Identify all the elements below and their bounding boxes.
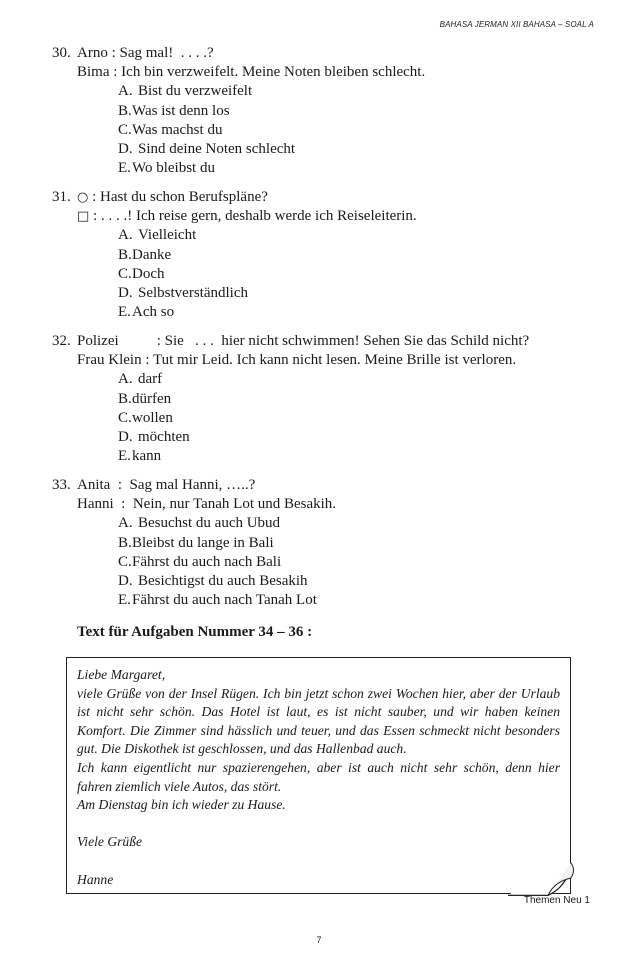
option-letter: D. <box>118 285 133 302</box>
option-text: Was machst du <box>132 121 223 138</box>
option-a[interactable] <box>118 82 597 101</box>
option-letter: D. <box>118 573 133 590</box>
dialogue-line <box>52 495 597 514</box>
option-d[interactable] <box>118 284 597 303</box>
option-text: Fährst du auch nach Tanah Lot <box>132 592 317 609</box>
letter-closing: Viele Grüße <box>77 834 143 850</box>
option-text: Was ist denn los <box>132 102 230 119</box>
option-letter: C. <box>118 409 132 426</box>
option-text: darf <box>138 371 163 388</box>
option-letter: C. <box>118 553 132 570</box>
option-letter: B. <box>118 390 132 407</box>
option-letter: E. <box>118 448 131 465</box>
option-d[interactable] <box>118 428 597 447</box>
option-e[interactable] <box>118 303 597 322</box>
option-e[interactable] <box>118 591 597 610</box>
option-letter: D. <box>118 141 133 158</box>
section-title: Text für Aufgaben Nummer 34 – 36 : <box>77 624 313 640</box>
option-c[interactable] <box>118 409 597 428</box>
line-text: Nein, nur Tanah Lot und Besakih. <box>132 496 337 513</box>
option-letter: E. <box>118 304 131 321</box>
line-text: Sag mal! . . . .? <box>119 45 214 61</box>
option-text: Doch <box>132 265 165 282</box>
speaker: Anita <box>77 477 111 493</box>
option-letter: A. <box>118 371 133 388</box>
dialogue-line <box>52 188 597 207</box>
option-e[interactable] <box>118 447 597 466</box>
option-letter: B. <box>118 102 132 119</box>
option-text: dürfen <box>132 390 172 407</box>
option-text: Bleibst du lange in Bali <box>132 534 274 551</box>
option-text: Fährst du auch nach Bali <box>132 553 282 570</box>
letter-greeting: Liebe Margaret, <box>77 667 166 682</box>
option-letter: A. <box>118 83 133 100</box>
question-number: 32. <box>52 333 71 349</box>
dialogue-line <box>52 44 597 63</box>
question-number: 33. <box>52 477 71 493</box>
line-text: Sag mal Hanni, …..? <box>129 477 256 493</box>
option-c[interactable] <box>118 553 597 572</box>
speaker: Frau Klein <box>77 352 142 369</box>
option-b[interactable] <box>118 390 597 409</box>
speaker: Polizei <box>77 333 119 349</box>
option-text: Danke <box>132 246 172 263</box>
question-number: 31. <box>52 189 71 205</box>
separator: : <box>89 208 101 225</box>
question-33 <box>52 476 597 610</box>
question-32 <box>52 332 597 466</box>
page-curl-icon <box>508 862 580 896</box>
separator: : <box>113 496 133 513</box>
option-c[interactable] <box>118 265 597 284</box>
option-letter: B. <box>118 534 132 551</box>
speaker: Arno <box>77 45 108 61</box>
letter-box <box>66 657 571 894</box>
option-text: Wo bleibst du <box>132 160 215 177</box>
option-a[interactable] <box>118 514 597 533</box>
option-e[interactable] <box>118 159 597 178</box>
option-c[interactable] <box>118 121 597 140</box>
option-letter: A. <box>118 227 133 244</box>
option-text: Sind deine Noten schlecht <box>138 141 296 158</box>
option-text: Besuchst du auch Ubud <box>138 515 281 532</box>
option-letter: A. <box>118 515 133 532</box>
option-text: Besichtigst du auch Besakih <box>138 573 308 590</box>
line-text: Hast du schon Berufspläne? <box>100 189 268 205</box>
separator: : <box>107 45 120 61</box>
letter-paragraph: Ich kann eigentlicht nur spazierengehen, aber ist auch nicht sehr schön, denn hier fahren ziemlich viele Autos, das stört. <box>77 759 560 794</box>
option-d[interactable] <box>118 140 597 159</box>
letter-signature: Hanne <box>77 871 114 887</box>
page-number: 7 <box>316 935 322 945</box>
option-a[interactable] <box>118 226 597 245</box>
question-30 <box>52 44 597 178</box>
option-text: Selbstverständlich <box>138 285 248 302</box>
options-list <box>52 514 597 610</box>
source-caption: Themen Neu 1 <box>523 895 590 906</box>
question-31 <box>52 188 597 322</box>
option-text: wollen <box>132 409 173 426</box>
option-d[interactable] <box>118 572 597 591</box>
dialogue-line <box>52 476 597 495</box>
option-text: Bist du verzweifelt <box>138 83 253 100</box>
separator: : <box>141 352 153 369</box>
option-b[interactable] <box>118 534 597 553</box>
page-header: BAHASA JERMAN XII BAHASA – SOAL A <box>439 20 594 29</box>
letter-paragraph: viele Grüße von der Insel Rügen. Ich bin jetzt schon zwei Wochen hier, aber der Urlaub ist nicht sehr schön. Das Hotel ist laut, es ist nicht sauber, und wir haben keinen Komfort. Die Zimmer sind hässlich und teuer, und das Essen schmeckt nicht besonders gut. Die Diskothek ist geschlossen, und das Hallenbad auch. <box>77 685 560 757</box>
speaker: Bima <box>77 64 110 81</box>
option-b[interactable] <box>118 246 597 265</box>
line-text: Ich bin verzweifelt. Meine Noten bleiben schlecht. <box>121 64 426 81</box>
options-list <box>52 82 597 178</box>
option-letter: C. <box>118 265 132 282</box>
option-letter: B. <box>118 246 132 263</box>
letter-spacer <box>77 852 560 871</box>
question-number: 30. <box>52 45 71 61</box>
speaker: Hanni <box>77 496 114 513</box>
line-text: Sie . . . hier nicht schwimmen! Sehen Sie das Schild nicht? <box>164 333 530 349</box>
separator: : <box>109 64 122 81</box>
circle-icon: ○ <box>77 190 89 205</box>
option-text: Ach so <box>132 304 175 321</box>
separator: : <box>153 333 165 349</box>
square-icon: □ <box>77 209 90 225</box>
option-letter: E. <box>118 592 131 609</box>
option-b[interactable] <box>118 102 597 121</box>
option-letter: C. <box>118 121 132 138</box>
dialogue-line <box>52 332 597 351</box>
line-text: . . . .! Ich reise gern, deshalb werde ich Reiseleiterin. <box>100 208 417 225</box>
options-list <box>52 226 597 322</box>
separator: : <box>110 477 130 493</box>
line-text: Tut mir Leid. Ich kann nicht lesen. Meine Brille ist verloren. <box>152 352 517 369</box>
option-text: möchten <box>138 429 190 446</box>
dialogue-line <box>52 351 597 370</box>
option-text: Vielleicht <box>138 227 197 244</box>
option-letter: D. <box>118 429 133 446</box>
option-a[interactable] <box>118 370 597 389</box>
letter-paragraph: Am Dienstag bin ich wieder zu Hause. <box>77 797 286 813</box>
dialogue-line <box>52 207 597 226</box>
separator: : <box>88 189 101 205</box>
dialogue-line <box>52 63 597 82</box>
option-letter: E. <box>118 160 131 177</box>
option-text: kann <box>132 448 162 465</box>
options-list <box>52 370 597 466</box>
letter-spacer <box>77 815 560 834</box>
